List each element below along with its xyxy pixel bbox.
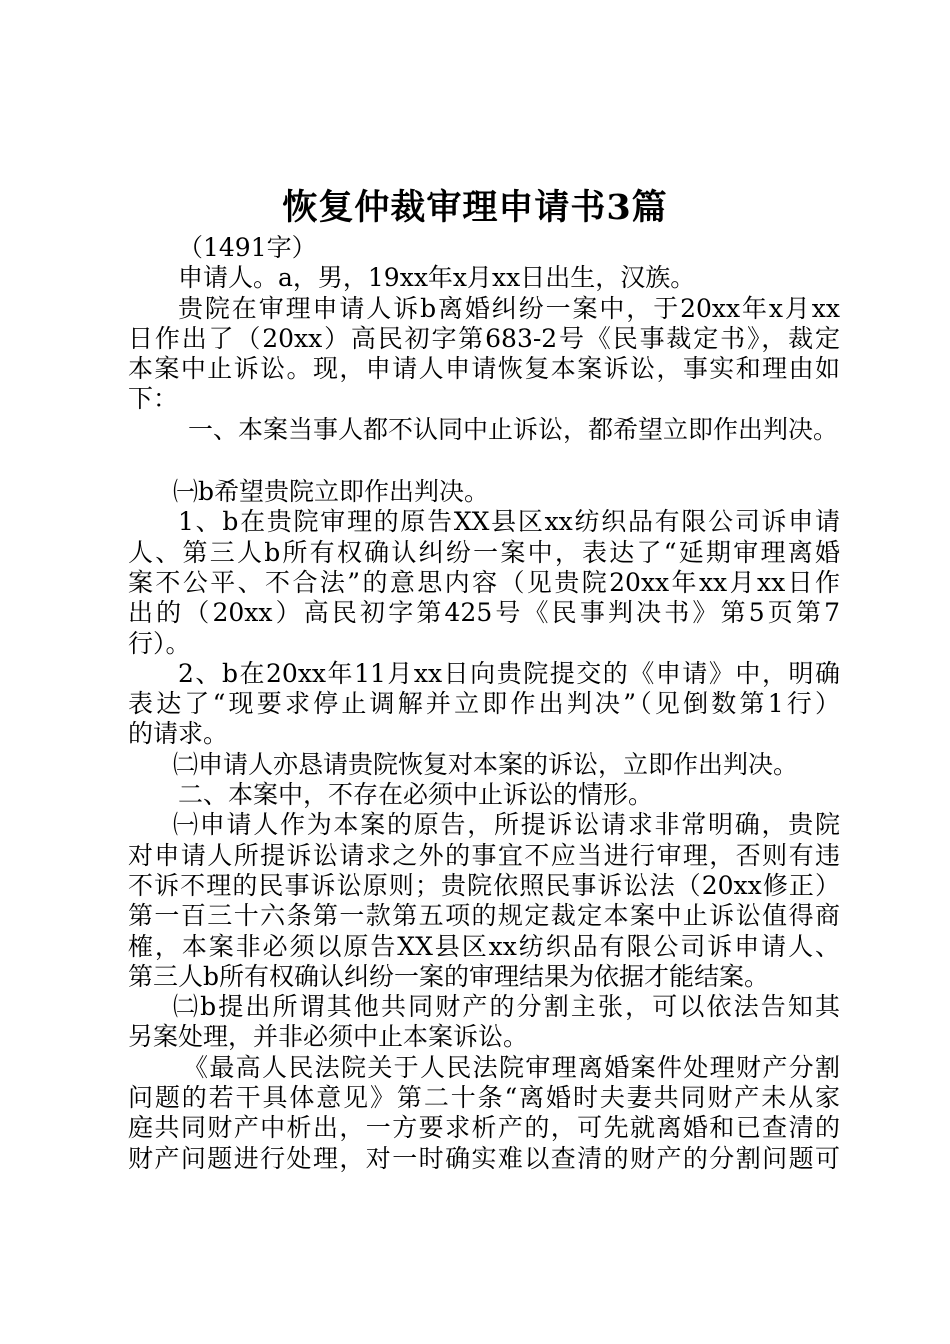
subsection-heading: ㈡申请人亦恳请贵院恢复对本案的诉讼，立即作出判决。	[173, 749, 799, 779]
paragraph-line: 第三人b所有权确认纠纷一案的审理结果为依据才能结案。	[128, 961, 770, 991]
document-body	[128, 233, 840, 1174]
document-title: 恢复仲裁审理申请书3篇	[282, 187, 668, 228]
section-heading: 二、本案中，不存在必须中止诉讼的情形。	[178, 780, 654, 810]
paragraph-line: 2、b在20xx年11月xx日向贵院提交的《申请》中，明确	[178, 658, 840, 688]
paragraph-line: 问题的若干具体意见》第二十条“离婚时夫妻共同财产未从家	[128, 1083, 840, 1113]
word-count: （1491字）	[178, 233, 317, 262]
paragraph-line: 对申请人所提诉讼请求之外的事宜不应当进行审理，否则有违	[128, 840, 840, 870]
paragraph-line: 贵院在审理申请人诉b离婚纠纷一案中，于20xx年x月xx	[178, 293, 840, 323]
paragraph-line: ㈠申请人作为本案的原告，所提诉讼请求非常明确，贵院	[173, 810, 840, 840]
paragraph-line: 另案处理，并非必须中止本案诉讼。	[128, 1022, 529, 1052]
paragraph-line: 出的（20xx）高民初字第425号《民事判决书》第5页第7	[128, 598, 840, 628]
paragraph-line: 1、b在贵院审理的原告XX县区xx纺织品有限公司诉申请	[178, 507, 840, 537]
paragraph-line: 财产问题进行处理，对一时确实难以查清的财产的分割问题可	[128, 1143, 840, 1173]
paragraph-line: 表达了“现要求停止调解并立即作出判决”（见倒数第1行）	[128, 689, 840, 719]
paragraph-line: 第一百三十六条第一款第五项的规定裁定本案中止诉讼值得商	[128, 901, 840, 931]
paragraph-line: 日作出了（20xx）高民初字第683-2号《民事裁定书》，裁定	[128, 323, 840, 353]
paragraph-line: 本案中止诉讼。现，申请人申请恢复本案诉讼，事实和理由如	[128, 354, 840, 384]
paragraph-line: 庭共同财产中析出，一方要求析产的，可先就离婚和已查清的	[128, 1113, 840, 1143]
paragraph-line: 榷，本案非必须以原告XX县区xx纺织品有限公司诉申请人、	[128, 931, 840, 961]
paragraph-line: 下：	[128, 384, 179, 414]
subsection-heading: ㈠b希望贵院立即作出判决。	[173, 477, 490, 507]
section-heading: 一、本案当事人都不认同中止诉讼，都希望立即作出判决。	[188, 414, 839, 444]
paragraph-line: 《最高人民法院关于人民法院审理离婚案件处理财产分割	[183, 1052, 840, 1082]
paragraph-line: 案不公平、不合法”的意思内容（见贵院20xx年xx月xx日作	[128, 567, 840, 597]
paragraph-line: 不诉不理的民事诉讼原则；贵院依照民事诉讼法（20xx修正）	[128, 870, 840, 900]
spacer	[128, 445, 840, 477]
paragraph-line: 的请求。	[128, 719, 229, 749]
paragraph-line: 申请人。a，男，19xx年x月xx日出生，汉族。	[178, 263, 696, 293]
paragraph-line: 行）。	[128, 628, 191, 658]
paragraph-line: 人、第三人b所有权确认纠纷一案中，表达了“延期审理离婚	[128, 537, 840, 567]
paragraph-line: ㈡b提出所谓其他共同财产的分割主张，可以依法告知其	[173, 992, 840, 1022]
